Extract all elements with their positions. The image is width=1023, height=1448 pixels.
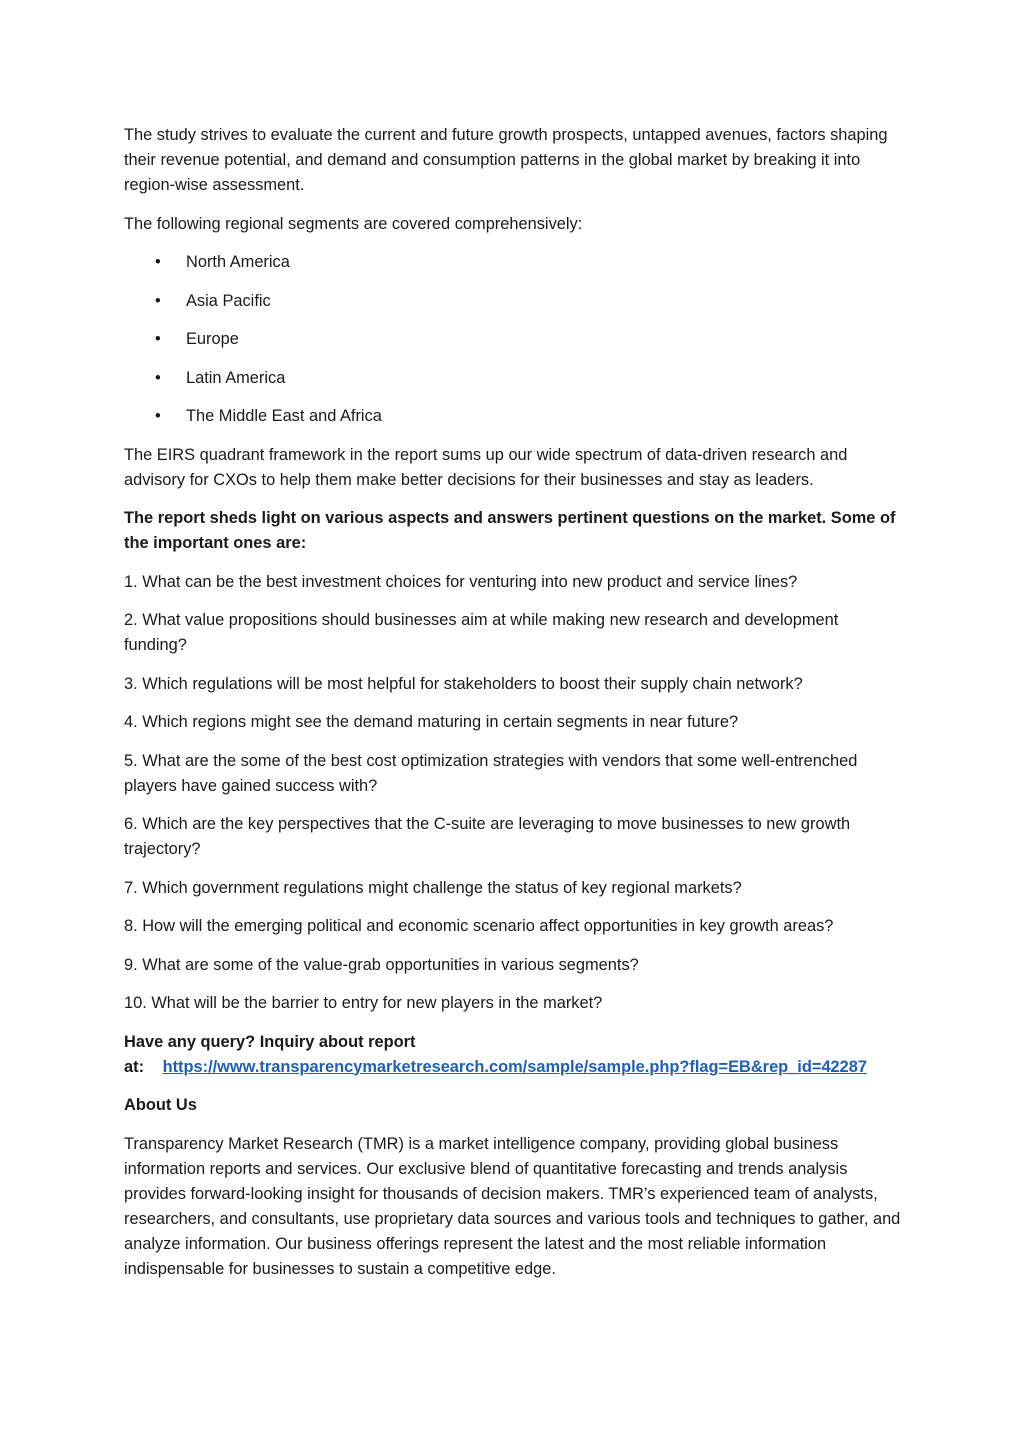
bullet-icon: •	[155, 291, 161, 310]
question-item: 3. Which regulations will be most helpful for stakeholders to boost their supply chain network?	[124, 674, 803, 693]
region-label: The Middle East and Africa	[186, 407, 382, 425]
intro-paragraph: The study strives to evaluate the current and future growth prospects, untapped avenues, factors shaping their revenue potential, and demand and consumption patterns in the global market by breaking it into region-wise assessment.	[124, 126, 888, 194]
question-item: 5. What are the some of the best cost optimization strategies with vendors that some well-entrenched players have gained success with?	[124, 751, 858, 795]
eirs-paragraph: The EIRS quadrant framework in the report sums up our wide spectrum of data-driven research and advisory for CXOs to help them make better decisions for their businesses and stay as leaders.	[124, 445, 848, 489]
question-item: 9. What are some of the value-grab opportunities in various segments?	[124, 955, 639, 974]
question-item: 4. Which regions might see the demand maturing in certain segments in near future?	[124, 713, 739, 731]
region-label: Europe	[186, 330, 239, 348]
list-item	[124, 250, 904, 275]
regions-intro: The following regional segments are covered comprehensively:	[124, 214, 583, 233]
list-item	[124, 327, 904, 352]
inquiry-text: Have any query? Inquiry about report	[124, 1032, 416, 1051]
bullet-icon: •	[155, 330, 161, 348]
inquiry-block	[124, 1030, 904, 1080]
question-item: 8. How will the emerging political and economic scenario affect opportunities in key growth areas?	[124, 917, 834, 935]
about-paragraph: Transparency Market Research (TMR) is a market intelligence company, providing global business information reports and services. Our exclusive blend of quantitative forecasting and trends analysis provides forward-looking insight for thousands of decision makers. TMR’s experienced team of analysts, researchers, and consultants, use proprietary data sources and various tools and techniques to gather, and analyze information. Our business offerings represent the latest and the most reliable information indispensable for businesses to sustain a competitive edge.	[124, 1134, 901, 1278]
bullet-icon: •	[155, 253, 161, 271]
inquiry-at-label: at:	[124, 1057, 145, 1076]
question-item: 10. What will be the barrier to entry for new players in the market?	[124, 994, 603, 1012]
question-item: 7. Which government regulations might challenge the status of key regional markets?	[124, 878, 742, 897]
bullet-icon: •	[155, 368, 161, 387]
questions-heading: The report sheds light on various aspects and answers pertinent questions on the market. Some of the important ones are:	[124, 509, 896, 552]
question-item: 6. Which are the key perspectives that the C-suite are leveraging to move businesses to new growth trajectory?	[124, 815, 851, 858]
list-item	[124, 289, 904, 314]
region-label: Latin America	[186, 368, 286, 387]
list-item	[124, 404, 904, 429]
document-body	[124, 123, 904, 1295]
region-label: North America	[186, 253, 290, 271]
about-heading: About Us	[124, 1096, 197, 1114]
report-sample-link[interactable]: https://www.transparencymarketresearch.com/sample/sample.php?flag=EB&rep_id=42287	[162, 1057, 868, 1076]
bullet-icon: •	[155, 407, 161, 425]
regions-list	[124, 250, 904, 429]
region-label: Asia Pacific	[186, 291, 271, 310]
question-item: 2. What value propositions should businesses aim at while making new research and development funding?	[124, 611, 839, 654]
question-item: 1. What can be the best investment choices for venturing into new product and service lines?	[124, 572, 798, 591]
list-item	[124, 366, 904, 391]
